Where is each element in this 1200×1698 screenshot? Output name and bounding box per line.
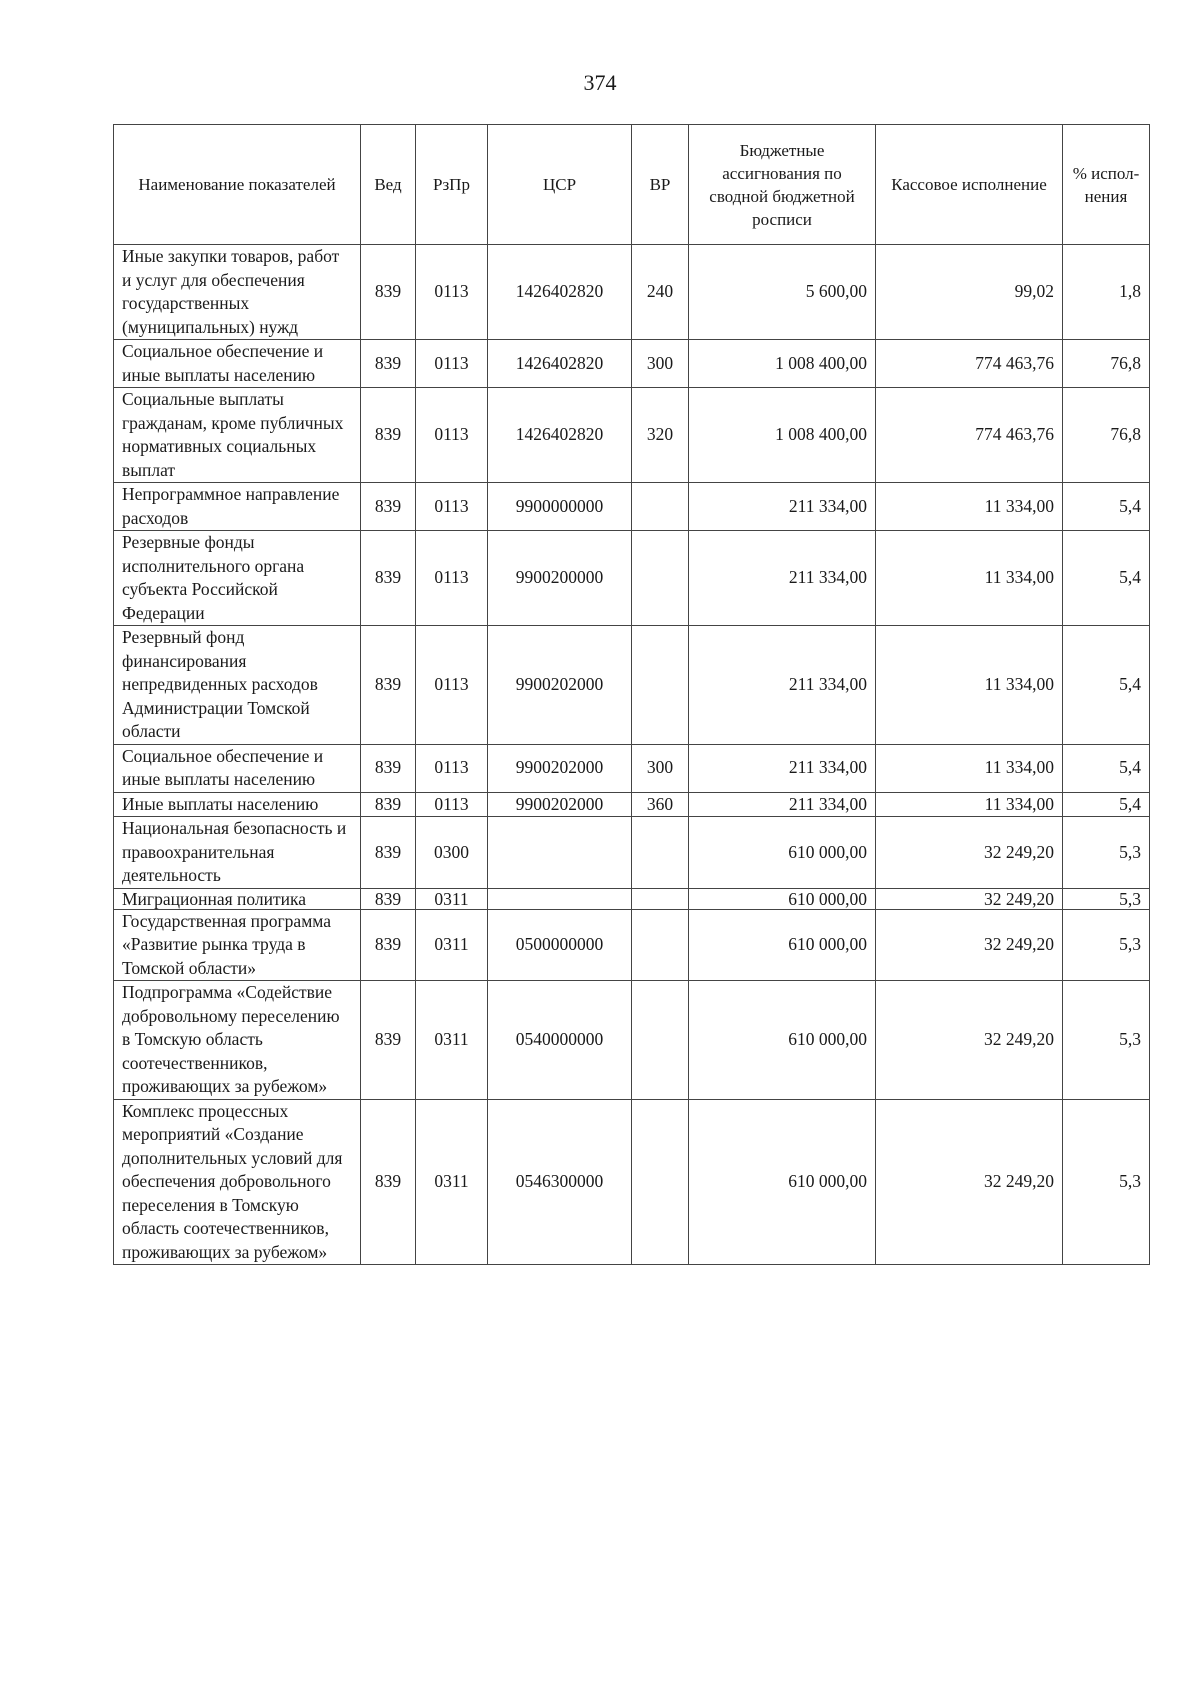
cell-rzpr: 0113 (416, 531, 488, 626)
cell-ved: 839 (361, 388, 416, 483)
table-row (114, 888, 1150, 909)
cell-name: Непрограммное направление расходов (114, 483, 361, 531)
header-csr: ЦСР (488, 125, 632, 245)
cell-rzpr: 0113 (416, 245, 488, 340)
cell-name: Социальное обеспечение и иные выплаты населению (114, 744, 361, 792)
cell-name: Социальные выплаты гражданам, кроме публичных нормативных социальных выплат (114, 388, 361, 483)
cell-vr: 240 (632, 245, 689, 340)
table-row (114, 909, 1150, 981)
cell-ved: 839 (361, 888, 416, 909)
cell-vr (632, 909, 689, 981)
table-row (114, 792, 1150, 817)
cell-percent: 5,4 (1063, 792, 1150, 817)
table-row (114, 388, 1150, 483)
cell-rzpr: 0311 (416, 888, 488, 909)
budget-table (113, 124, 1150, 1265)
cell-cash: 32 249,20 (876, 909, 1063, 981)
cell-name: Подпрограмма «Содействие добровольному переселению в Томскую область соотечественников, проживающих за рубежом» (114, 981, 361, 1100)
cell-rzpr: 0300 (416, 817, 488, 889)
header-ved: Вед (361, 125, 416, 245)
cell-name: Резервные фонды исполнительного органа субъекта Российской Федерации (114, 531, 361, 626)
cell-ved: 839 (361, 340, 416, 388)
cell-cash: 99,02 (876, 245, 1063, 340)
cell-percent: 5,3 (1063, 909, 1150, 981)
cell-ved: 839 (361, 531, 416, 626)
page-number: 374 (583, 70, 617, 95)
cell-vr (632, 531, 689, 626)
cell-vr: 300 (632, 340, 689, 388)
cell-percent: 5,4 (1063, 744, 1150, 792)
cell-vr (632, 483, 689, 531)
cell-percent: 5,3 (1063, 1099, 1150, 1265)
cell-ved: 839 (361, 981, 416, 1100)
cell-name: Комплекс процессных мероприятий «Создание дополнительных условий для обеспечения добровольного переселения в Томскую область соотечественников, проживающих за рубежом» (114, 1099, 361, 1265)
cell-budget: 610 000,00 (689, 817, 876, 889)
cell-percent: 1,8 (1063, 245, 1150, 340)
cell-percent: 5,3 (1063, 981, 1150, 1100)
cell-csr: 9900202000 (488, 626, 632, 745)
cell-rzpr: 0113 (416, 483, 488, 531)
cell-budget: 211 334,00 (689, 626, 876, 745)
cell-ved: 839 (361, 792, 416, 817)
cell-ved: 839 (361, 245, 416, 340)
cell-name: Иные выплаты населению (114, 792, 361, 817)
cell-name: Национальная безопасность и правоохранительная деятельность (114, 817, 361, 889)
cell-ved: 839 (361, 1099, 416, 1265)
cell-name: Социальное обеспечение и иные выплаты населению (114, 340, 361, 388)
cell-cash: 32 249,20 (876, 888, 1063, 909)
cell-percent: 5,4 (1063, 531, 1150, 626)
cell-ved: 839 (361, 909, 416, 981)
cell-budget: 211 334,00 (689, 531, 876, 626)
cell-csr: 9900202000 (488, 744, 632, 792)
cell-name: Миграционная политика (114, 888, 361, 909)
cell-budget: 211 334,00 (689, 792, 876, 817)
cell-rzpr: 0311 (416, 981, 488, 1100)
header-name: Наименование показателей (114, 125, 361, 245)
cell-cash: 32 249,20 (876, 817, 1063, 889)
cell-cash: 11 334,00 (876, 626, 1063, 745)
cell-ved: 839 (361, 483, 416, 531)
cell-rzpr: 0311 (416, 1099, 488, 1265)
cell-cash: 32 249,20 (876, 981, 1063, 1100)
cell-budget: 211 334,00 (689, 744, 876, 792)
header-row (114, 125, 1150, 245)
cell-rzpr: 0113 (416, 792, 488, 817)
table-row (114, 817, 1150, 889)
cell-budget: 610 000,00 (689, 888, 876, 909)
cell-vr (632, 888, 689, 909)
cell-vr (632, 1099, 689, 1265)
table-row (114, 981, 1150, 1100)
cell-name: Государственная программа «Развитие рынка труда в Томской области» (114, 909, 361, 981)
cell-cash: 11 334,00 (876, 531, 1063, 626)
cell-percent: 5,4 (1063, 483, 1150, 531)
cell-budget: 610 000,00 (689, 909, 876, 981)
header-vr: ВР (632, 125, 689, 245)
cell-csr: 1426402820 (488, 245, 632, 340)
header-rzpr: РзПр (416, 125, 488, 245)
cell-csr: 9900202000 (488, 792, 632, 817)
cell-budget: 1 008 400,00 (689, 340, 876, 388)
cell-budget: 610 000,00 (689, 1099, 876, 1265)
cell-csr: 9900000000 (488, 483, 632, 531)
header-budget: Бюджетные ассигнования по сводной бюджетной росписи (689, 125, 876, 245)
cell-budget: 211 334,00 (689, 483, 876, 531)
cell-rzpr: 0113 (416, 388, 488, 483)
cell-name: Иные закупки товаров, работ и услуг для обеспечения государственных (муниципальных) нужд (114, 245, 361, 340)
cell-rzpr: 0113 (416, 626, 488, 745)
cell-csr (488, 817, 632, 889)
cell-cash: 11 334,00 (876, 744, 1063, 792)
cell-csr (488, 888, 632, 909)
cell-csr: 0500000000 (488, 909, 632, 981)
cell-csr: 0546300000 (488, 1099, 632, 1265)
cell-vr: 320 (632, 388, 689, 483)
cell-csr: 1426402820 (488, 388, 632, 483)
cell-csr: 9900200000 (488, 531, 632, 626)
cell-budget: 5 600,00 (689, 245, 876, 340)
cell-vr: 300 (632, 744, 689, 792)
table-row (114, 483, 1150, 531)
cell-ved: 839 (361, 817, 416, 889)
cell-csr: 0540000000 (488, 981, 632, 1100)
cell-cash: 11 334,00 (876, 483, 1063, 531)
cell-vr (632, 626, 689, 745)
cell-percent: 5,3 (1063, 888, 1150, 909)
cell-budget: 610 000,00 (689, 981, 876, 1100)
cell-ved: 839 (361, 744, 416, 792)
cell-cash: 774 463,76 (876, 340, 1063, 388)
table-row (114, 245, 1150, 340)
table-row (114, 744, 1150, 792)
table-row (114, 340, 1150, 388)
cell-rzpr: 0113 (416, 340, 488, 388)
header-percent: % испол-нения (1063, 125, 1150, 245)
cell-ved: 839 (361, 626, 416, 745)
cell-cash: 11 334,00 (876, 792, 1063, 817)
cell-percent: 76,8 (1063, 388, 1150, 483)
cell-cash: 774 463,76 (876, 388, 1063, 483)
cell-budget: 1 008 400,00 (689, 388, 876, 483)
cell-rzpr: 0311 (416, 909, 488, 981)
cell-rzpr: 0113 (416, 744, 488, 792)
cell-name: Резервный фонд финансирования непредвиденных расходов Администрации Томской области (114, 626, 361, 745)
table-row (114, 626, 1150, 745)
table-row (114, 531, 1150, 626)
table-row (114, 1099, 1150, 1265)
cell-percent: 76,8 (1063, 340, 1150, 388)
cell-cash: 32 249,20 (876, 1099, 1063, 1265)
cell-csr: 1426402820 (488, 340, 632, 388)
cell-vr: 360 (632, 792, 689, 817)
header-cash: Кассовое исполнение (876, 125, 1063, 245)
cell-vr (632, 981, 689, 1100)
cell-percent: 5,4 (1063, 626, 1150, 745)
cell-percent: 5,3 (1063, 817, 1150, 889)
cell-vr (632, 817, 689, 889)
